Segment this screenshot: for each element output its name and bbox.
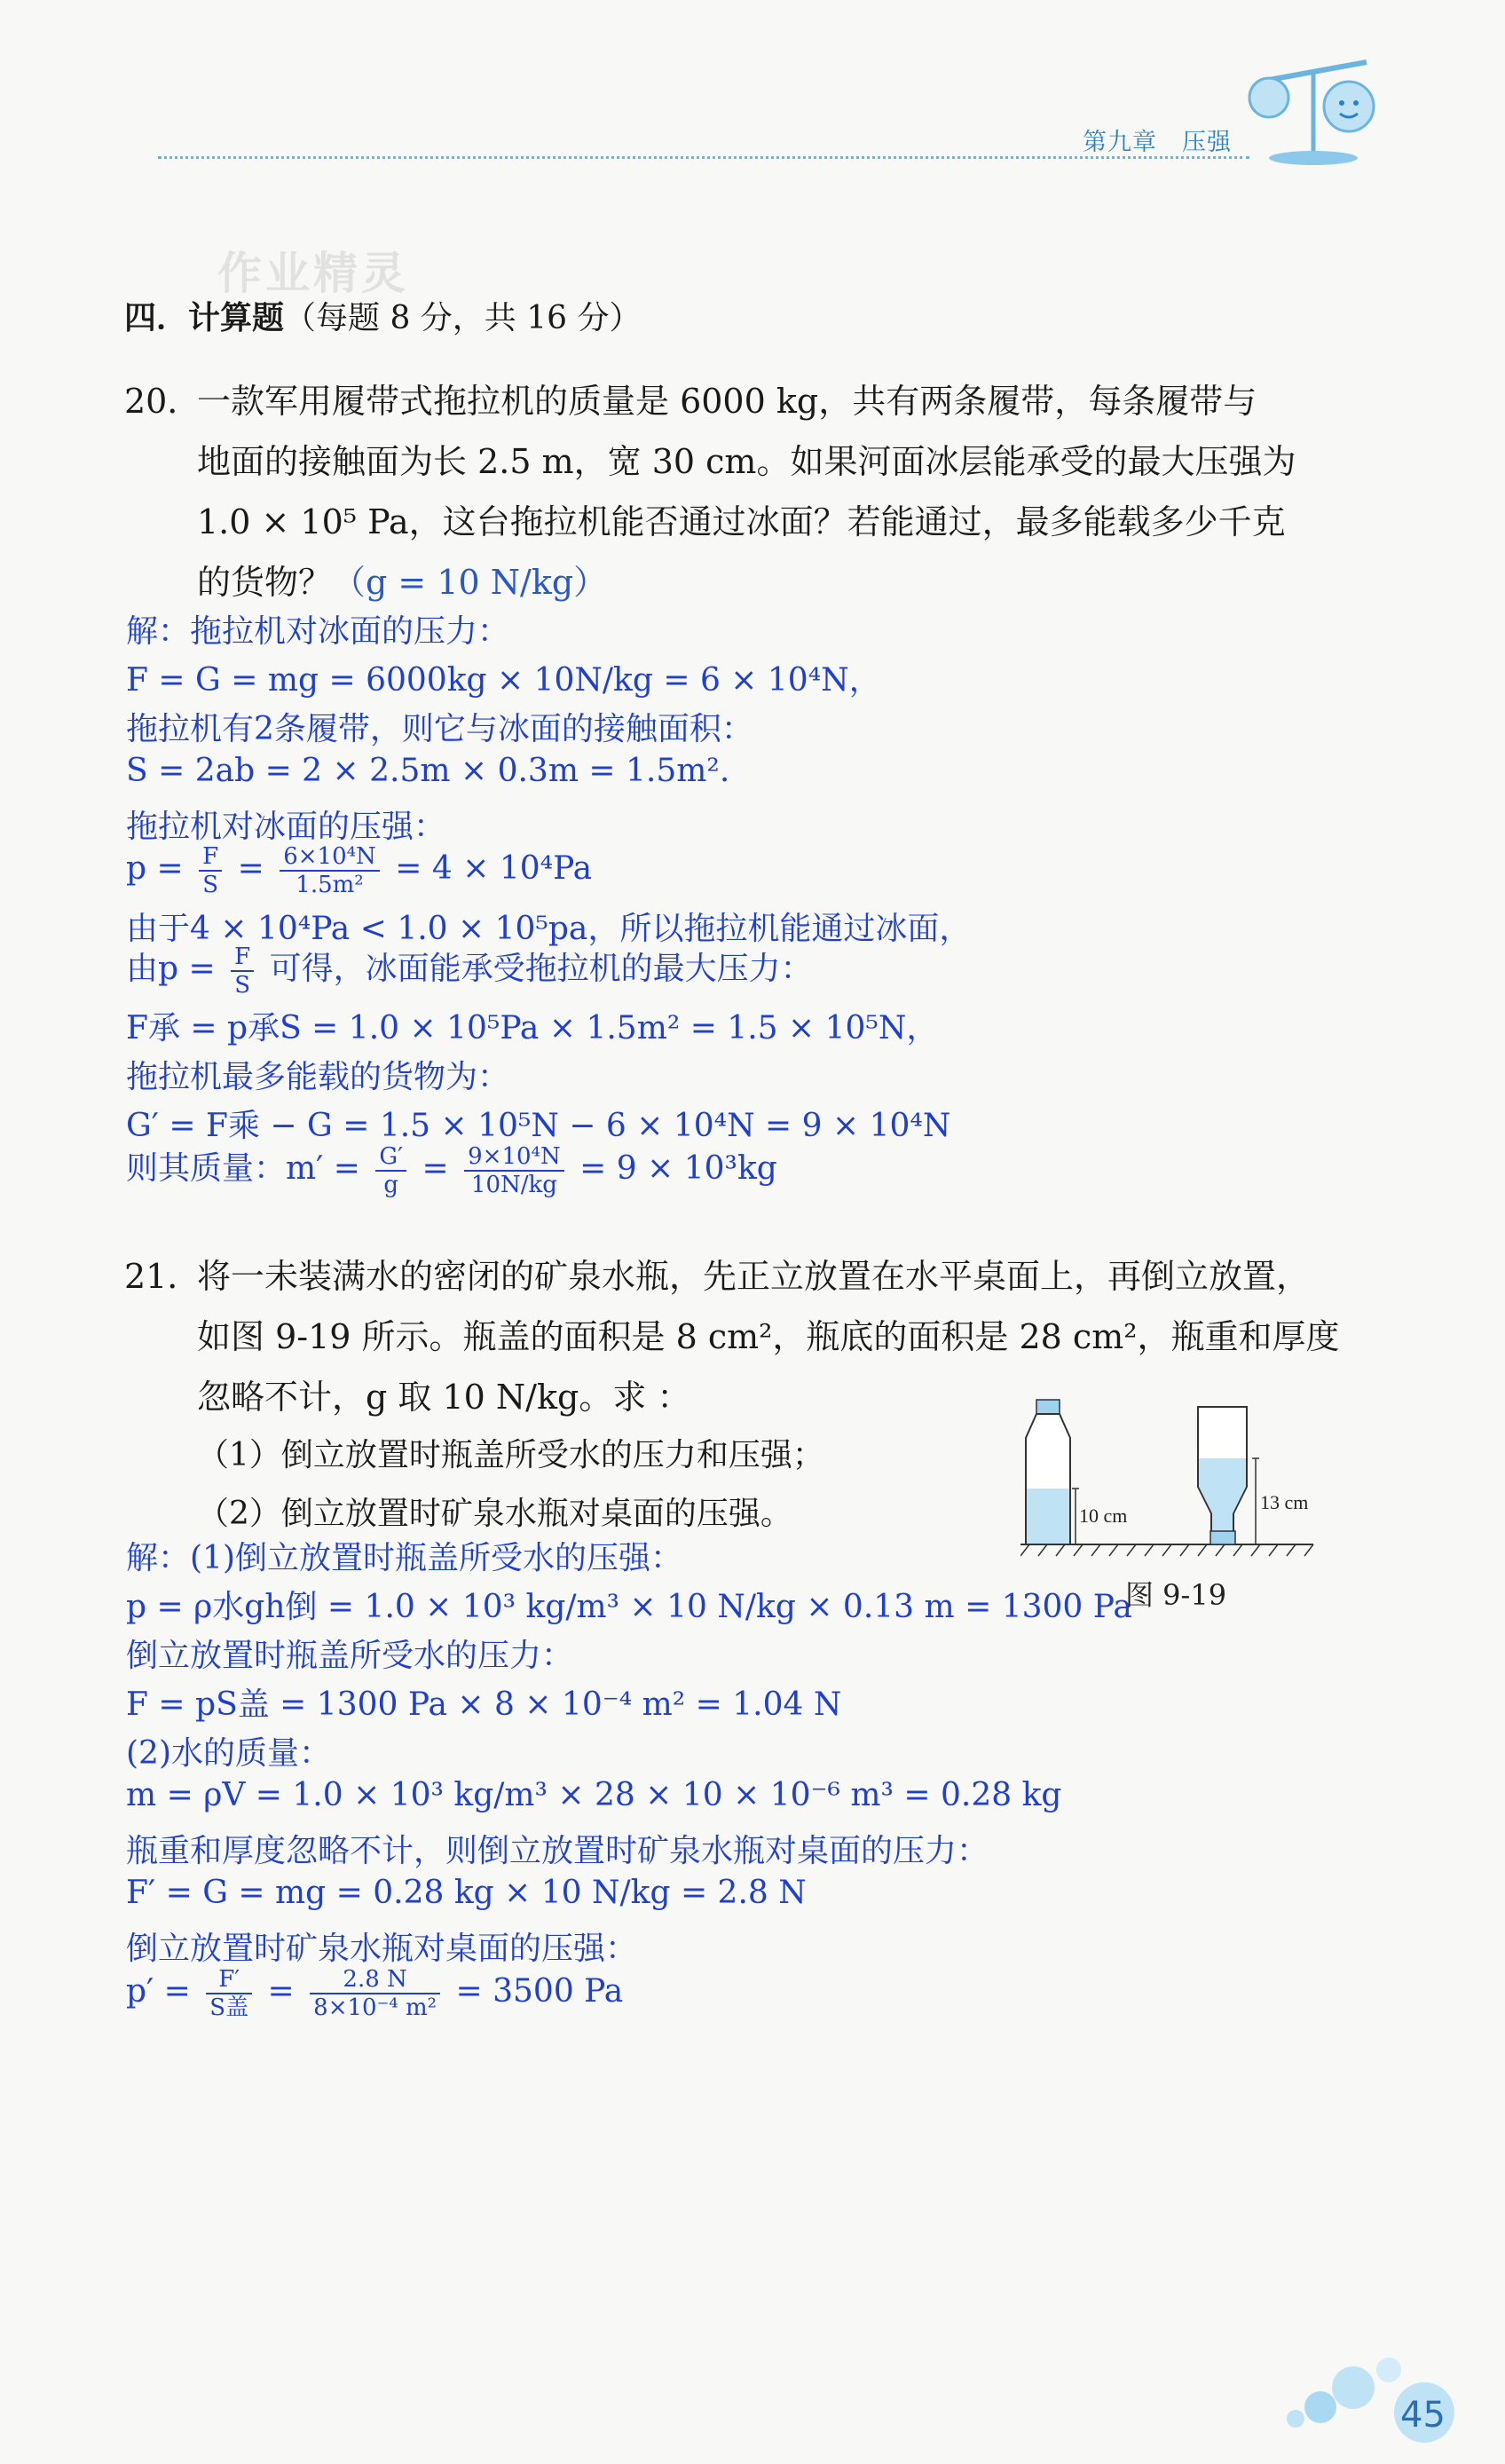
denominator: S: [234, 972, 251, 999]
figure-caption: 图 9-19: [1125, 1578, 1227, 1612]
question-line: [197, 552, 1384, 612]
answer-line: 解：(1)倒立放置时瓶盖所受水的压强：: [126, 1540, 682, 1576]
numerator: 9×10⁴N: [464, 1143, 564, 1172]
answer-line: G′ = F乘 − G = 1.5 × 10⁵N − 6 × 10⁴N = 9 × 10⁴N: [126, 1108, 951, 1144]
question-line: 如图 9-19 所示。瓶盖的面积是 8 cm²，瓶底的面积是 28 cm²，瓶重和厚度: [197, 1317, 1340, 1356]
question-line: 地面的接触面为长 2.5 m，宽 30 cm。如果河面冰层能承受的最大压强为: [197, 442, 1296, 481]
denominator: g: [383, 1172, 399, 1198]
numerator: F: [199, 843, 222, 872]
numerator: G′: [375, 1143, 406, 1172]
numerator: F′: [206, 1966, 252, 1994]
equation-text: p =: [126, 850, 194, 887]
answer-line: 倒立放置时矿泉水瓶对桌面的压强：: [126, 1931, 638, 1967]
section-title: [124, 293, 642, 338]
equation-text: p′ =: [126, 1973, 201, 2010]
section-title-rest: （每题 8 分，共 16 分）: [284, 300, 642, 336]
question-line: 1.0 × 10⁵ Pa，这台拖拉机能否通过冰面？若能通过，最多能载多少千克: [197, 502, 1286, 541]
fraction: [280, 843, 380, 898]
denominator: 8×10⁻⁴ m²: [313, 1994, 437, 2021]
fraction: [375, 1143, 406, 1198]
answer-line: 由于4 × 10⁴Pa < 1.0 × 10⁵pa，所以拖拉机能通过冰面，: [126, 911, 972, 947]
bottle-figure: [1020, 1389, 1322, 1567]
answer-line: p = ρ水gh倒 = 1.0 × 10³ kg/m³ × 10 N/kg × 0.13 m = 1300 Pa: [126, 1589, 1132, 1625]
answer-line: (2)水的质量：: [126, 1735, 331, 1772]
question-line: 将一未装满水的密闭的矿泉水瓶，先正立放置在水平桌面上，再倒立放置，: [197, 1257, 1311, 1296]
header-divider: [158, 156, 1249, 159]
answer-line: 则其质量：m′ = $\frac{G'}{g}$ = $\frac{\text{9×10⁴N}}{10N/kg}$ = 9 × 10³kg: [126, 1143, 777, 1198]
fraction: [231, 944, 254, 999]
fraction: [464, 1143, 564, 1198]
fraction: [310, 1966, 440, 2021]
numerator: F: [231, 944, 254, 972]
page-number: 45: [1400, 2395, 1446, 2436]
denominator: S盖: [209, 1994, 249, 2021]
equation-text: 可得，冰面能承受拖拉机的最大压力：: [269, 951, 813, 987]
figure-label: 13 cm: [1260, 1491, 1309, 1513]
answer-line: 拖拉机对冰面的压强：: [126, 809, 446, 845]
answer-line: 瓶重和厚度忽略不计，则倒立放置时矿泉水瓶对桌面的压力：: [126, 1833, 989, 1869]
question-line: 忽略不计，g 取 10 N/kg。求 ：: [197, 1378, 691, 1417]
equation-text: = 9 × 10³kg: [579, 1150, 777, 1187]
answer-line: [126, 944, 813, 999]
question-number: 21．: [124, 1257, 201, 1296]
equation-text: = 3500 Pa: [455, 1973, 624, 2010]
sub-question-1: （1）倒立放置时瓶盖所受水的压力和压强；: [197, 1437, 824, 1473]
answer-line: p = $\frac{F}{S}$ = $\frac{\text{6×10⁴N}}{\text{1.5m²}}$ = 4 × 10⁴Pa: [126, 843, 593, 898]
balance-mascot-icon: [1216, 27, 1393, 178]
question-line: 一款军用履带式拖拉机的质量是 6000 kg，共有两条履带，每条履带与: [197, 382, 1257, 421]
answer-line: 拖拉机最多能载的货物为：: [126, 1059, 510, 1095]
answer-line: F′ = G = mg = 0.28 kg × 10 N/kg = 2.8 N: [126, 1875, 807, 1911]
fraction: [199, 843, 222, 898]
section-title-bold: 四．计算题: [124, 300, 285, 336]
question-hint: （g = 10 N/kg）: [332, 563, 608, 602]
equation-text: 由p =: [126, 951, 226, 987]
answer-line: p′ = $\frac{F'}{\text{S盖}}$ = $\frac{2.8 N}{\text{8×10⁻⁴ m²}}$ = 3500 Pa: [126, 1966, 624, 2021]
sub-question-2: （2）倒立放置时矿泉水瓶对桌面的压强。: [197, 1496, 792, 1532]
figure-label: 10 cm: [1079, 1504, 1128, 1527]
question-number: 20．: [124, 382, 201, 421]
denominator: 10N/kg: [470, 1172, 557, 1198]
chapter-title: 第九章 压强: [1083, 129, 1232, 156]
equation-text: 则其质量：m′ =: [126, 1150, 371, 1187]
answer-line: 倒立放置时瓶盖所受水的压力：: [126, 1638, 574, 1674]
fraction: [206, 1966, 252, 2021]
answer-line: F承 = p承S = 1.0 × 10⁵Pa × 1.5m² = 1.5 × 10⁵N，: [126, 1010, 939, 1046]
question-20: [124, 371, 1384, 612]
answer-line: F = pS盖 = 1300 Pa × 8 × 10⁻⁴ m² = 1.04 N: [126, 1686, 842, 1723]
watermark: 作业精灵: [217, 248, 409, 299]
answer-line: S = 2ab = 2 × 2.5m × 0.3m = 1.5m².: [126, 753, 730, 789]
numerator: 6×10⁴N: [280, 843, 380, 872]
equation-text: = 4 × 10⁴Pa: [395, 850, 593, 887]
answer-line: 拖拉机有2条履带，则它与冰面的接触面积：: [126, 711, 753, 747]
answer-line: 解：拖拉机对冰面的压力：: [126, 613, 510, 650]
answer-line: m = ρV = 1.0 × 10³ kg/m³ × 28 × 10 × 10⁻⁶ m³ = 0.28 kg: [126, 1777, 1062, 1813]
question-text: 的货物？: [197, 563, 333, 602]
numerator: 2.8 N: [310, 1966, 440, 1994]
denominator: S: [202, 872, 219, 898]
denominator: 1.5m²: [295, 872, 364, 898]
answer-line: F = G = mg = 6000kg × 10N/kg = 6 × 10⁴N，: [126, 662, 881, 699]
